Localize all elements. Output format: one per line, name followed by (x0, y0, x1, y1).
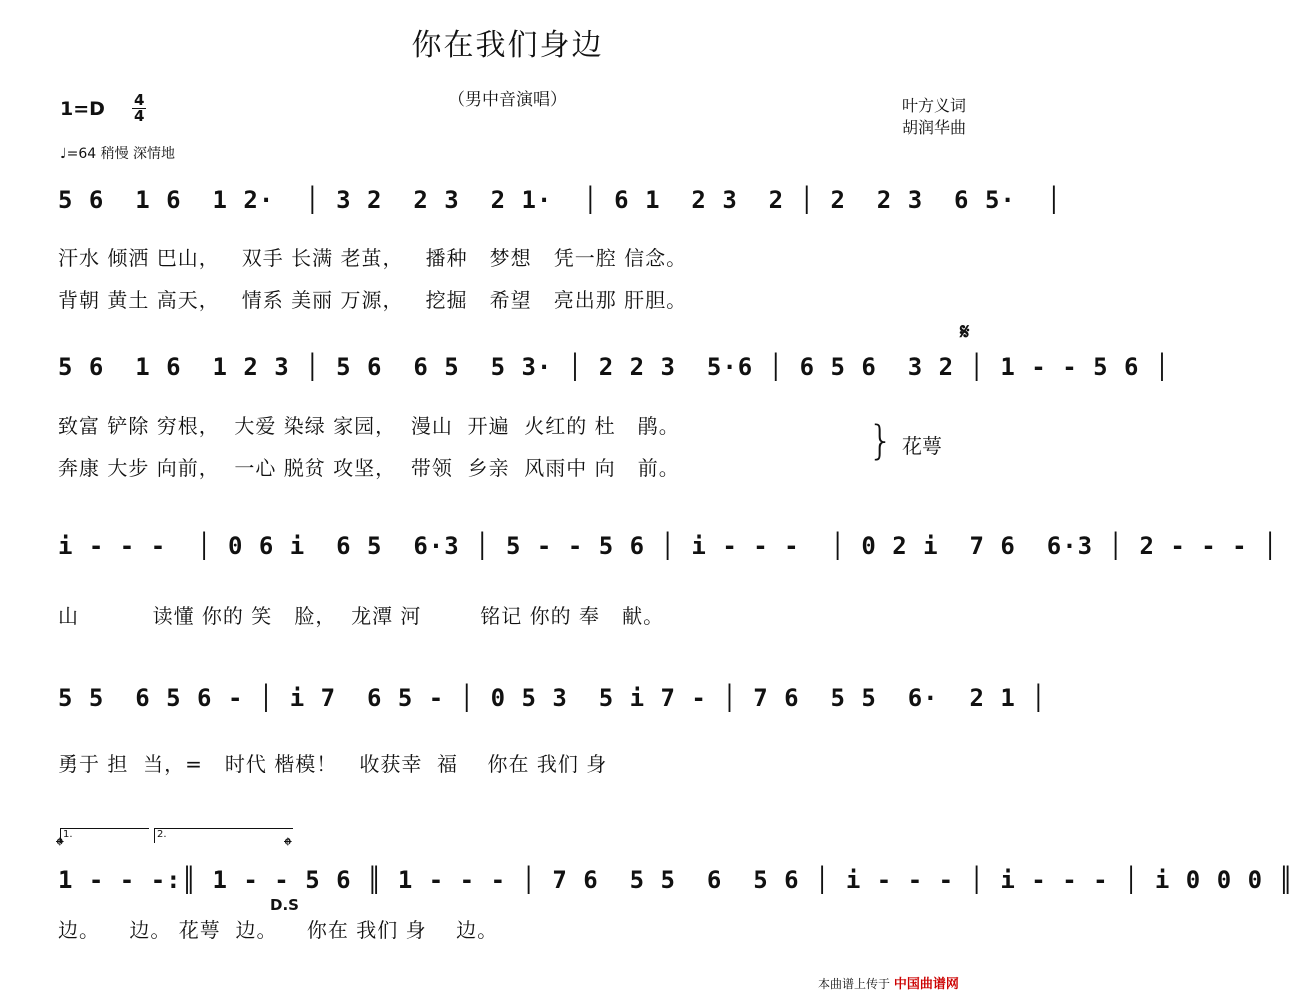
lyrics-row-1-verse-1: 汗水 倾洒 巴山， 双手 长满 老茧， 播种 梦想 凭一腔 信念。 (58, 246, 688, 270)
lyrics-row-3: 山 读懂 你的 笑 脸， 龙潭 河 铭记 你的 奉 献。 (58, 604, 665, 628)
staff-row-1 (58, 186, 1063, 228)
side-label: 花萼 (902, 434, 942, 458)
time-signature (132, 93, 146, 124)
notation-row-1: 5 6 1 6 1 2· │ 3 2 2 3 2 1· │ 6 1 2 3 2 │ 2 2 3 6 5· │ (58, 186, 1063, 214)
staff-row-2 (58, 353, 1171, 395)
footer-text: 本曲谱上传于 (818, 977, 891, 991)
time-signature-top: 4 (134, 91, 145, 109)
volta-first-ending: 1. (60, 828, 149, 843)
notation-row-4: 5 5 6 5 6 - │ i 7 6 5 - │ 0 5 3 5 i 7 - │ 7 6 5 5 6· 2 1 │ (58, 684, 1047, 712)
lyrics-row-1-verse-2: 背朝 黄土 高天， 情系 美丽 万源， 挖掘 希望 亮出那 肝胆。 (58, 288, 688, 312)
lyricist: 叶方义词 (902, 96, 967, 115)
segno-icon: 𝄋 (960, 320, 970, 345)
lyrics-row-2-verse-2: 奔康 大步 向前， 一心 脱贫 攻坚， 带领 乡亲 风雨中 向 前。 (58, 456, 680, 480)
tempo-marking: ♩=64 稍慢 深情地 (60, 146, 176, 162)
lyrics-row-5: 边。 边。 花萼 边。 你在 我们 身 边。 (58, 918, 499, 942)
ds-marking: D.S (270, 896, 299, 914)
staff-row-4 (58, 684, 1047, 726)
performer-note: （男中音演唱） (448, 90, 567, 110)
composer: 胡润华曲 (902, 118, 967, 137)
notation-row-3: i - - - │ 0 6 i 6 5 6·3 │ 5 - - 5 6 │ i - - - │ 0 2 i 7 6 6·3 │ 2 - - - │ (58, 532, 1279, 560)
lyrics-row-2-verse-1: 致富 铲除 穷根， 大爱 染绿 家园， 漫山 开遍 火红的 杜 鹃。 (58, 414, 680, 438)
brace-icon: } (868, 418, 894, 464)
notation-row-2: 5 6 1 6 1 2 3 │ 5 6 6 5 5 3· │ 2 2 3 5·6 │ 6 5 6 3 2 │ 1 - - 5 6 │ (58, 353, 1171, 381)
notation-row-5: 1 - - -:║ 1 - - 5 6 ║ 1 - - - │ 7 6 5 5 6 5 6 │ i - - - │ i - - - │ i 0 0 0 ║ (58, 866, 1294, 894)
coda-icon: 𝄌 (56, 834, 64, 859)
staff-row-5 (58, 866, 1294, 908)
key-signature: 1=D (60, 98, 105, 120)
lyrics-row-4: 勇于 担 当，= 时代 楷模！ 收获幸 福 你在 我们 身 (58, 752, 608, 776)
staff-row-3 (58, 532, 1279, 574)
footer-source (818, 973, 959, 992)
footer-site: 中国曲谱网 (893, 977, 959, 992)
volta-second-ending: 2. (154, 828, 293, 843)
song-title: 你在我们身边 (411, 28, 604, 63)
coda-icon: 𝄌 (284, 834, 292, 859)
time-signature-bottom: 4 (134, 107, 145, 125)
credits (902, 95, 966, 139)
